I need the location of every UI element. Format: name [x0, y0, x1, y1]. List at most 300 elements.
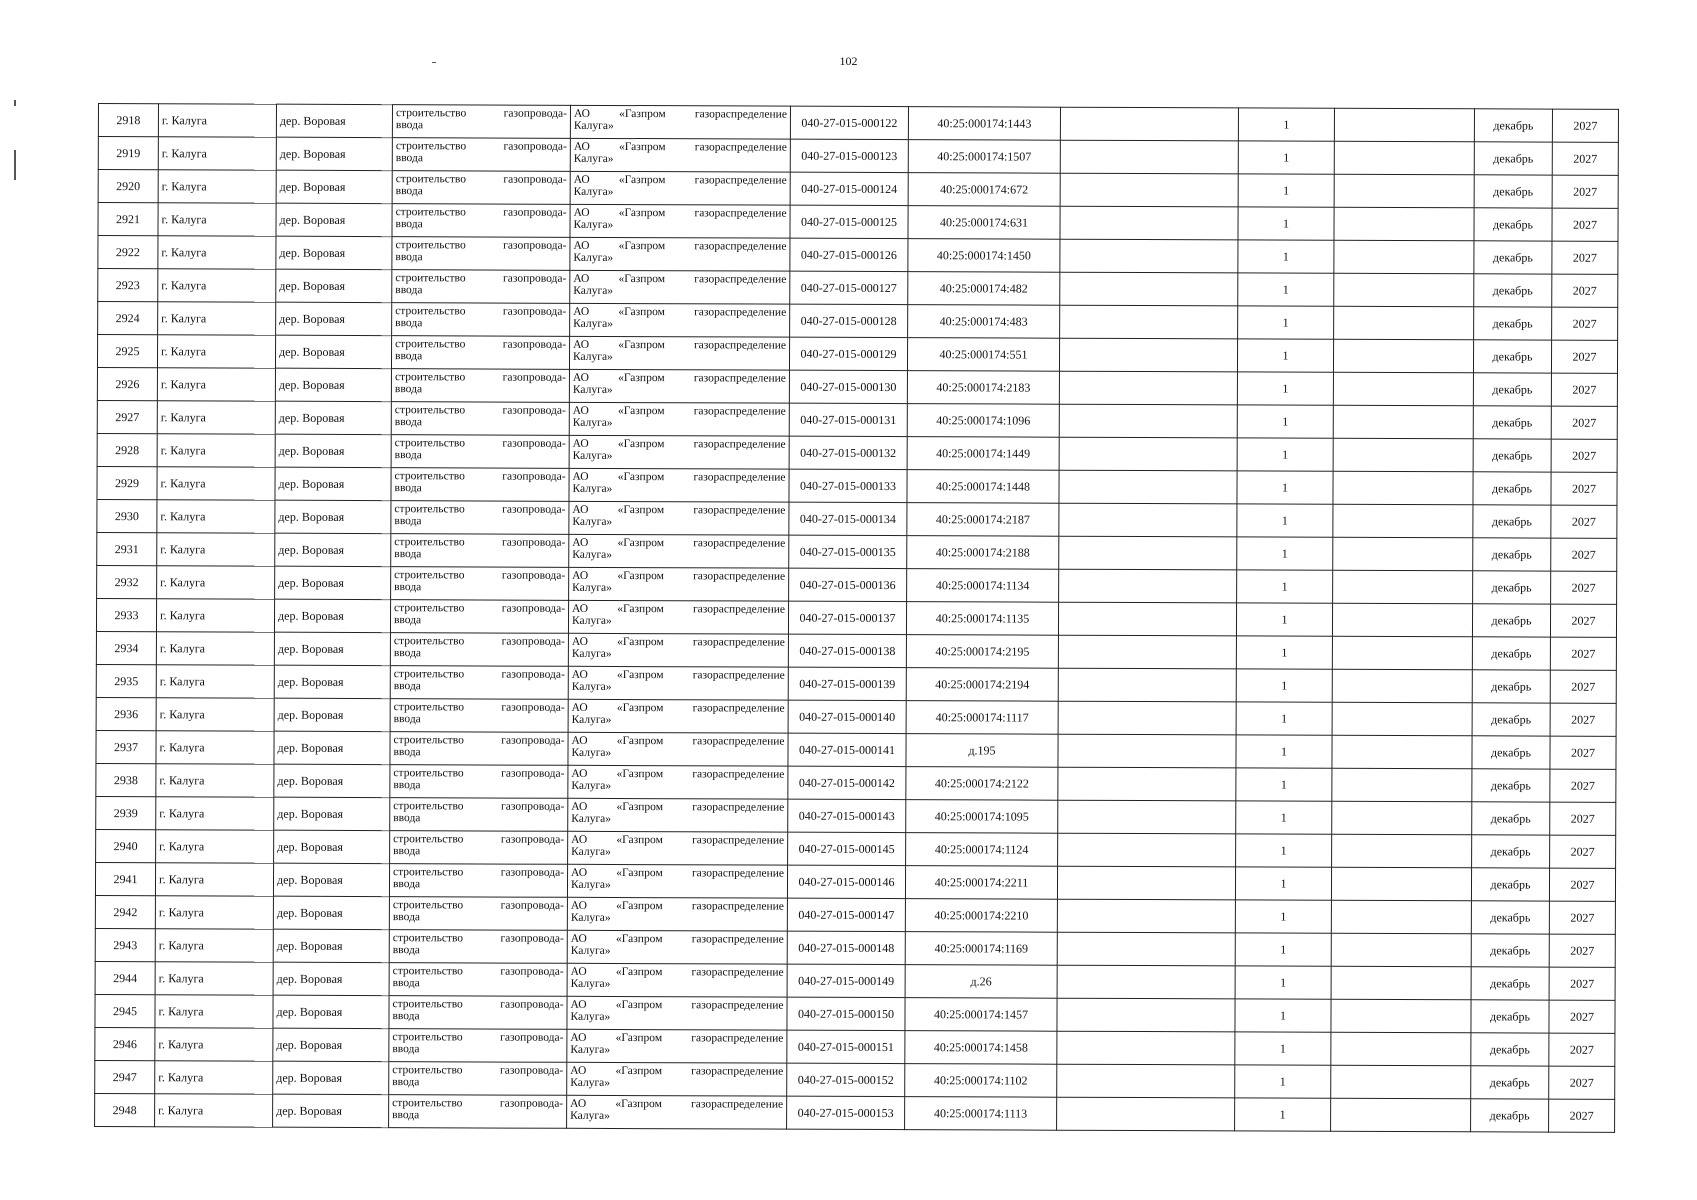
quantity-cell: 1 [1237, 372, 1333, 405]
city-cell: г. Калуга [155, 995, 273, 1028]
empty-cell [1334, 273, 1474, 307]
organization-cell [568, 600, 788, 634]
year-cell: 2027 [1552, 109, 1618, 142]
organization-word: АО [570, 1031, 587, 1044]
organization-word: «Газпром [615, 965, 663, 979]
city-cell: г. Калуга [158, 203, 276, 236]
village-cell: дер. Воровая [274, 665, 390, 698]
organization-word: Калуга» [571, 812, 612, 825]
month-cell: декабрь [1474, 109, 1552, 142]
work-type-word: газопровода- [503, 206, 567, 219]
work-type-line [393, 878, 564, 891]
village-cell: дер. Воровая [276, 104, 392, 137]
work-type-word: ввода [394, 416, 422, 429]
village-cell: дер. Воровая [273, 863, 389, 896]
city-cell: г. Калуга [158, 170, 276, 203]
work-type-word: ввода [394, 515, 422, 528]
month-cell: декабрь [1473, 472, 1551, 505]
village-cell: дер. Воровая [273, 995, 389, 1028]
organization-word: Калуга» [572, 383, 613, 396]
row-number: 2948 [95, 1093, 155, 1126]
empty-cell [1333, 438, 1473, 472]
work-type-cell [390, 666, 568, 700]
cadastral-number-cell: 40:25:000174:2122 [906, 767, 1058, 801]
table-row [95, 1093, 1615, 1132]
empty-cell [1332, 603, 1472, 637]
work-type-word: газопровода- [501, 767, 565, 780]
permit-code-cell: 040-27-015-000131 [789, 403, 907, 436]
empty-cell [1058, 701, 1236, 735]
city-cell: г. Калуга [155, 1061, 273, 1094]
work-type-word: строительство [395, 305, 466, 318]
village-cell: дер. Воровая [273, 1028, 389, 1061]
permit-code-cell: 040-27-015-000133 [789, 469, 907, 502]
quantity-cell: 1 [1236, 702, 1332, 735]
table-container [94, 103, 1618, 1133]
row-number: 2945 [95, 994, 155, 1027]
city-cell: г. Калуга [157, 467, 275, 500]
organization-word: газораспределение [693, 405, 786, 418]
work-type-word: строительство [394, 437, 465, 450]
work-type-cell [392, 237, 570, 271]
month-cell: декабрь [1473, 538, 1551, 571]
organization-word: Калуга» [572, 449, 613, 462]
organization-line [571, 780, 784, 793]
quantity-cell: 1 [1238, 108, 1334, 141]
village-cell: дер. Воровая [275, 467, 391, 500]
organization-word: «Газпром [618, 371, 665, 385]
month-cell: декабрь [1473, 505, 1551, 538]
empty-cell [1057, 1031, 1235, 1065]
work-type-word: строительство [392, 998, 463, 1011]
work-type-cell [392, 171, 570, 205]
city-cell: г. Калуга [157, 434, 275, 467]
organization-line [573, 339, 786, 352]
organization-line [571, 999, 784, 1012]
quantity-cell: 1 [1235, 867, 1331, 900]
cadastral-number-cell: 40:25:000174:1450 [908, 239, 1060, 273]
organization-word: газораспределение [693, 471, 786, 484]
month-cell: декабрь [1472, 835, 1550, 868]
empty-cell [1059, 470, 1237, 504]
cadastral-number-cell: 40:25:000174:1117 [906, 701, 1058, 735]
work-type-word: ввода [395, 152, 423, 165]
permit-code-cell: 040-27-015-000147 [787, 898, 905, 931]
village-cell: дер. Воровая [275, 368, 391, 401]
work-type-line [396, 152, 567, 165]
organization-line [572, 681, 785, 694]
organization-line [572, 702, 785, 715]
organization-word: АО [572, 602, 589, 615]
organization-cell [569, 369, 789, 403]
village-cell: дер. Воровая [276, 203, 392, 236]
month-cell: декабрь [1473, 571, 1551, 604]
city-cell: г. Калуга [156, 731, 274, 764]
month-cell: декабрь [1472, 637, 1550, 670]
empty-cell [1059, 503, 1237, 537]
work-type-word: ввода [392, 944, 420, 957]
work-type-line [392, 1109, 563, 1122]
work-type-word: строительство [392, 1097, 463, 1110]
organization-word: АО [572, 470, 589, 483]
work-type-word: газопровода- [503, 239, 567, 252]
work-type-line [393, 866, 564, 879]
work-type-line [396, 173, 567, 186]
organization-word: АО [573, 107, 591, 120]
work-type-line [393, 965, 564, 978]
work-type-word: строительство [393, 767, 464, 780]
cadastral-number-cell: д.195 [906, 734, 1058, 768]
data-table [94, 103, 1619, 1133]
village-cell: дер. Воровая [275, 533, 391, 566]
quantity-cell: 1 [1238, 240, 1334, 273]
work-type-line [396, 119, 567, 132]
work-type-word: ввода [392, 878, 421, 891]
city-cell: г. Калуга [157, 533, 275, 566]
organization-word: АО [573, 305, 590, 318]
organization-line [573, 384, 786, 397]
work-type-word: ввода [392, 977, 420, 990]
cadastral-number-cell: 40:25:000174:631 [908, 206, 1060, 240]
work-type-word: газопровода- [501, 602, 566, 615]
city-cell: г. Калуга [157, 500, 275, 533]
work-type-word: строительство [393, 866, 464, 879]
permit-code-cell: 040-27-015-000123 [790, 139, 908, 172]
city-cell: г. Калуга [155, 1028, 273, 1061]
organization-word: газораспределение [691, 999, 784, 1012]
scan-artifact [14, 150, 16, 180]
work-type-word: газопровода- [502, 305, 567, 318]
village-cell: дер. Воровая [276, 137, 392, 170]
work-type-word: строительство [393, 701, 464, 714]
organization-line [573, 252, 786, 265]
organization-word: «Газпром [617, 668, 664, 682]
cadastral-number-cell: 40:25:000174:1458 [905, 1031, 1057, 1065]
city-cell: г. Калуга [157, 566, 275, 599]
organization-word: газораспределение [691, 867, 785, 880]
work-type-line [396, 185, 567, 198]
work-type-cell [392, 138, 570, 172]
empty-cell [1333, 471, 1473, 505]
year-cell: 2027 [1552, 274, 1618, 307]
organization-word: «Газпром [617, 602, 664, 616]
organization-word: газораспределение [694, 108, 787, 121]
organization-cell [568, 666, 788, 700]
year-cell: 2027 [1551, 373, 1617, 406]
cadastral-number-cell: 40:25:000174:1096 [907, 404, 1059, 438]
work-type-line [394, 569, 565, 582]
quantity-cell: 1 [1235, 966, 1331, 999]
work-type-word: ввода [395, 119, 424, 132]
work-type-cell [391, 435, 569, 469]
organization-word: АО [573, 173, 590, 186]
permit-code-cell: 040-27-015-000132 [789, 436, 907, 469]
organization-word: Калуга» [570, 878, 611, 891]
organization-word: «Газпром [615, 998, 663, 1012]
organization-line [572, 615, 785, 628]
work-type-line [395, 350, 566, 363]
organization-word: газораспределение [692, 603, 786, 616]
organization-line [570, 1065, 783, 1078]
organization-line [573, 318, 786, 331]
work-type-word: газопровода- [501, 668, 565, 681]
permit-code-cell: 040-27-015-000146 [787, 865, 905, 898]
row-number: 2940 [96, 829, 156, 862]
organization-word: АО [572, 404, 589, 417]
year-cell: 2027 [1550, 637, 1616, 670]
organization-cell [570, 270, 790, 304]
organization-cell [567, 1029, 787, 1063]
row-number: 2935 [96, 664, 156, 697]
empty-cell [1333, 339, 1473, 373]
work-type-word: ввода [395, 284, 423, 297]
cadastral-number-cell: 40:25:000174:1443 [908, 107, 1060, 141]
empty-cell [1059, 536, 1237, 570]
work-type-word: газопровода- [503, 107, 567, 120]
year-cell: 2027 [1551, 571, 1617, 604]
organization-line [572, 549, 785, 562]
organization-word: газораспределение [691, 900, 784, 913]
row-number: 2947 [95, 1060, 155, 1093]
organization-line [571, 846, 784, 859]
village-cell: дер. Воровая [274, 632, 390, 665]
organization-word: газораспределение [693, 372, 786, 385]
work-type-line [394, 701, 565, 714]
permit-code-cell: 040-27-015-000122 [790, 106, 908, 139]
permit-code-cell: 040-27-015-000124 [790, 172, 908, 205]
organization-word: Калуга» [573, 350, 613, 363]
work-type-cell [389, 897, 567, 931]
organization-cell [569, 336, 789, 370]
organization-word: АО [571, 866, 588, 879]
year-cell: 2027 [1551, 505, 1617, 538]
organization-cell [569, 501, 789, 535]
page-number: 102 [839, 54, 858, 68]
organization-line [572, 504, 785, 517]
work-type-line [395, 251, 566, 264]
year-cell: 2027 [1551, 538, 1617, 571]
organization-word: «Газпром [618, 273, 666, 286]
organization-word: газораспределение [693, 570, 786, 583]
city-cell: г. Калуга [158, 302, 276, 335]
organization-cell [568, 633, 788, 667]
row-number: 2938 [96, 763, 156, 796]
work-type-word: ввода [393, 680, 421, 693]
work-type-cell [391, 336, 569, 370]
work-type-word: ввода [392, 1043, 420, 1056]
quantity-cell: 1 [1235, 1098, 1331, 1131]
organization-word: газораспределение [691, 966, 784, 979]
work-type-line [395, 482, 566, 495]
empty-cell [1332, 669, 1472, 703]
village-cell: дер. Воровая [274, 731, 390, 764]
row-number: 2941 [95, 862, 155, 895]
organization-line [570, 1044, 783, 1057]
organization-line [572, 714, 785, 727]
work-type-cell [392, 270, 570, 304]
organization-word: АО [573, 206, 590, 219]
empty-cell [1331, 1098, 1471, 1132]
cadastral-number-cell: 40:25:000174:1095 [906, 800, 1058, 834]
village-cell: дер. Воровая [274, 764, 390, 797]
work-type-cell [389, 1062, 567, 1096]
work-type-word: ввода [392, 1076, 420, 1089]
organization-word: АО [570, 1097, 587, 1110]
empty-cell [1058, 734, 1236, 768]
organization-word: АО [572, 569, 589, 582]
work-type-line [394, 602, 565, 615]
work-type-line [396, 107, 567, 120]
organization-cell [567, 996, 787, 1030]
work-type-line [394, 713, 565, 726]
year-cell: 2027 [1550, 835, 1616, 868]
row-number: 2937 [96, 730, 156, 763]
work-type-word: газопровода- [502, 536, 566, 549]
organization-word: «Газпром [617, 437, 665, 451]
work-type-word: строительство [393, 833, 464, 846]
work-type-cell [390, 732, 568, 766]
work-type-cell [391, 468, 569, 502]
village-cell: дер. Воровая [275, 335, 391, 368]
empty-cell [1057, 866, 1235, 900]
work-type-word: ввода [395, 218, 423, 231]
cadastral-number-cell: 40:25:000174:2187 [907, 503, 1059, 537]
work-type-word: строительство [395, 272, 466, 285]
quantity-cell: 1 [1236, 768, 1332, 801]
month-cell: декабрь [1471, 1033, 1549, 1066]
work-type-line [394, 635, 565, 648]
work-type-cell [390, 699, 568, 733]
organization-line [574, 174, 787, 187]
work-type-word: строительство [392, 932, 464, 945]
work-type-word: ввода [393, 812, 421, 825]
empty-cell [1057, 899, 1235, 933]
work-type-line [395, 470, 566, 483]
work-type-line [392, 1010, 563, 1023]
organization-cell [568, 732, 788, 766]
organization-word: «Газпром [618, 338, 665, 352]
work-type-line [394, 548, 565, 561]
organization-word: АО [571, 701, 588, 714]
work-type-word: строительство [393, 668, 465, 681]
work-type-word: строительство [392, 1031, 463, 1044]
city-cell: г. Калуга [155, 929, 273, 962]
organization-line [570, 1077, 783, 1090]
city-cell: г. Калуга [155, 863, 273, 896]
organization-line [573, 471, 786, 484]
organization-cell [568, 798, 788, 832]
year-cell: 2027 [1550, 604, 1616, 637]
work-type-word: ввода [392, 1109, 420, 1122]
empty-cell [1060, 140, 1238, 174]
row-number: 2946 [95, 1027, 155, 1060]
empty-cell [1060, 173, 1238, 207]
quantity-cell: 1 [1238, 207, 1334, 240]
work-type-line [393, 746, 564, 759]
month-cell: декабрь [1472, 703, 1550, 736]
city-cell: г. Калуга [156, 632, 274, 665]
permit-code-cell: 040-27-015-000153 [787, 1096, 905, 1129]
quantity-cell: 1 [1237, 405, 1333, 438]
work-type-word: газопровода- [501, 635, 565, 648]
work-type-word: ввода [394, 383, 423, 396]
cadastral-number-cell: 40:25:000174:1448 [907, 470, 1059, 504]
organization-line [573, 351, 786, 364]
city-cell: г. Калуга [157, 335, 275, 368]
empty-cell [1334, 240, 1474, 274]
organization-line [573, 405, 786, 418]
work-type-cell [391, 501, 569, 535]
organization-word: газораспределение [692, 669, 785, 682]
month-cell: декабрь [1473, 406, 1551, 439]
quantity-cell: 1 [1236, 735, 1332, 768]
work-type-cell [390, 765, 568, 799]
empty-cell [1058, 668, 1236, 702]
month-cell: декабрь [1472, 604, 1550, 637]
work-type-cell [389, 1029, 567, 1063]
organization-word: Калуга» [570, 1109, 610, 1122]
permit-code-cell: 040-27-015-000152 [787, 1063, 905, 1096]
work-type-word: ввода [393, 845, 421, 858]
organization-word: «Газпром [616, 899, 663, 913]
month-cell: декабрь [1471, 1066, 1549, 1099]
organization-word: АО [571, 833, 588, 846]
organization-line [573, 417, 786, 430]
cadastral-number-cell: 40:25:000174:1135 [906, 602, 1058, 636]
organization-line [572, 582, 785, 595]
year-cell: 2027 [1550, 802, 1616, 835]
year-cell: 2027 [1549, 1000, 1615, 1033]
organization-line [571, 813, 784, 826]
organization-cell [569, 567, 789, 601]
work-type-line [392, 1031, 563, 1044]
year-cell: 2027 [1551, 406, 1617, 439]
work-type-line [395, 338, 566, 351]
organization-word: Калуга» [571, 779, 612, 792]
row-number: 2918 [98, 104, 158, 137]
cadastral-number-cell: 40:25:000174:672 [908, 173, 1060, 207]
month-cell: декабрь [1471, 868, 1549, 901]
empty-cell [1332, 636, 1472, 670]
work-type-word: газопровода- [501, 569, 566, 582]
city-cell: г. Калуга [158, 137, 276, 170]
row-number: 2932 [97, 565, 157, 598]
work-type-word: газопровода- [502, 437, 566, 450]
organization-line [574, 153, 787, 166]
permit-code-cell: 040-27-015-000140 [788, 700, 906, 733]
work-type-line [396, 140, 567, 153]
year-cell: 2027 [1549, 901, 1615, 934]
empty-cell [1331, 1065, 1471, 1099]
work-type-word: строительство [392, 899, 464, 912]
cadastral-number-cell: 40:25:000174:1457 [905, 998, 1057, 1032]
organization-line [572, 537, 785, 550]
organization-line [574, 219, 787, 232]
work-type-cell [389, 864, 567, 898]
quantity-cell: 1 [1236, 834, 1332, 867]
quantity-cell: 1 [1238, 174, 1334, 207]
work-type-line [393, 998, 564, 1011]
work-type-word: ввода [392, 1010, 420, 1023]
month-cell: декабрь [1474, 208, 1552, 241]
organization-word: Калуга» [571, 746, 612, 759]
village-cell: дер. Воровая [273, 1094, 389, 1127]
organization-cell [570, 138, 790, 172]
month-cell: декабрь [1474, 307, 1552, 340]
organization-word: АО [572, 503, 589, 516]
organization-cell [569, 534, 789, 568]
empty-cell [1331, 867, 1471, 901]
